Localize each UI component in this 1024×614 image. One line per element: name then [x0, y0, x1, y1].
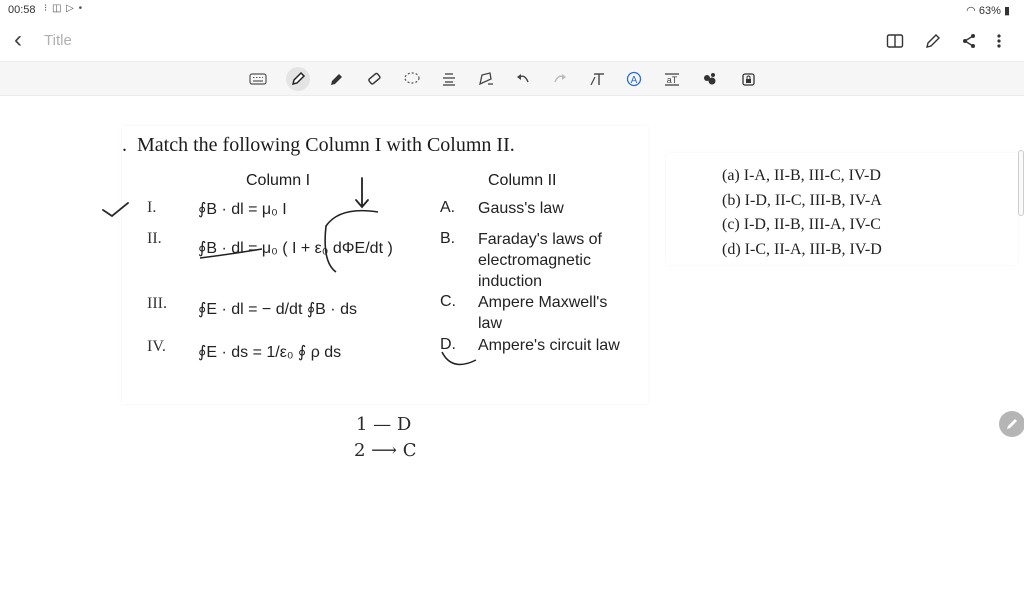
- row-4-formula: ∮E · ds = 1/ε₀ ∮ ρ ds: [198, 344, 342, 361]
- row-2-formula: ∮B · dl = μ₀ ( I + ε₀ dΦE/dt ): [198, 240, 393, 257]
- row-2-letter: B.: [440, 230, 456, 247]
- question-statement: Match the following Column I with Column II.: [137, 134, 515, 156]
- row-3-law: Ampere Maxwell's law: [478, 294, 608, 332]
- option-c: (c) I-D, II-B, III-A, IV-C: [722, 216, 881, 233]
- battery-icon: ▮: [1003, 5, 1010, 17]
- row-4-letter: D.: [440, 336, 456, 353]
- status-notification-icons: ⁝ ◫ ▷ •: [44, 3, 84, 14]
- handwritten-line-1: 1 — D: [356, 414, 412, 435]
- bracket-stroke: [325, 211, 378, 272]
- column-1-header: Column I: [246, 172, 311, 189]
- question-bullet: .: [122, 134, 127, 156]
- row-4-law: Ampere's circuit law: [478, 337, 620, 354]
- arrow-stroke: [356, 178, 368, 207]
- row-2-number: II.: [147, 230, 162, 247]
- row-1-letter: A.: [440, 199, 456, 216]
- row-3-letter: C.: [440, 293, 456, 310]
- svg-text:A: A: [630, 75, 638, 86]
- option-b: (b) I-D, II-C, III-B, IV-A: [722, 192, 882, 209]
- chevron-left-icon: ‹: [14, 26, 22, 53]
- checkmark-stroke: [103, 203, 128, 216]
- row-3-formula: ∮E · dl = − d/dt ∮B · ds: [198, 301, 357, 318]
- row-4-number: IV.: [147, 338, 166, 355]
- handwritten-line-2: 2 ⟶ C: [354, 440, 417, 461]
- row-1-number: I.: [147, 199, 157, 216]
- row-2-law: Faraday's laws of electromagnetic induction: [478, 231, 602, 290]
- option-d: (d) I-C, II-A, III-B, IV-D: [722, 241, 882, 258]
- status-time: 00:58: [8, 4, 36, 16]
- pen-icon: [1005, 417, 1019, 431]
- battery-level: 63%: [978, 5, 1001, 17]
- row-3-number: III.: [147, 295, 167, 312]
- underline-stroke: [200, 249, 262, 258]
- row-1-law: Gauss's law: [478, 200, 564, 217]
- wifi-icon: ◠: [966, 5, 976, 17]
- row-1-formula: ∮B · dl = μ₀ I: [198, 201, 287, 218]
- option-a: (a) I-A, II-B, III-C, IV-D: [722, 167, 881, 184]
- document-title[interactable]: Title: [44, 32, 72, 49]
- column-2-header: Column II: [488, 172, 557, 189]
- d-tick-stroke: [442, 352, 476, 365]
- svg-text:aT: aT: [666, 75, 678, 85]
- floating-pen-button[interactable]: [999, 411, 1024, 437]
